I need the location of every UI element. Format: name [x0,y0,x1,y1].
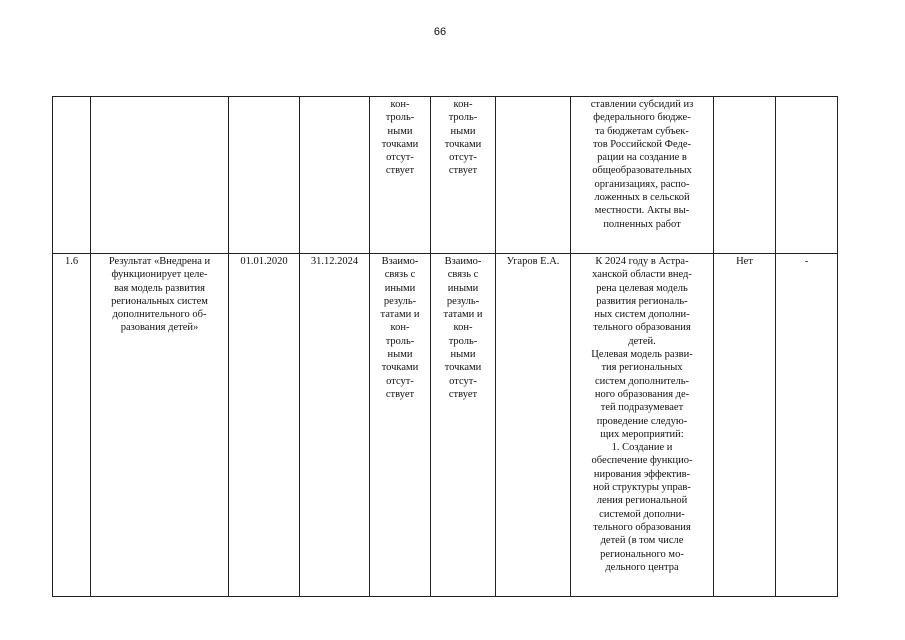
text-line: тельного образования [593,521,691,533]
text-line: ными [387,349,413,361]
cell-start-date [229,97,300,254]
text-line: татами и [443,309,483,321]
text-line: проведение следую- [596,415,688,427]
text-line: отсут- [449,152,477,164]
text-line: обеспечение функцио- [591,455,693,467]
cell-col-9: Нет [714,254,776,597]
text-line: точками [444,362,482,374]
cell-col-10 [776,97,838,254]
document-table [52,96,838,597]
text-line: татами и [380,309,420,321]
text-line: отсут- [386,152,414,164]
text-line: ханской области внед- [592,269,692,281]
cell-interrelation-2 [431,97,496,254]
text-line: ной структуры управ- [593,482,691,494]
text-line: ного образования де- [594,388,690,400]
text-line: рена целевая модель [596,282,688,294]
text-line: троль- [385,112,415,124]
text-line: точками [381,362,419,374]
text-line: рации на создание в [597,152,687,164]
text-line: систем дополнитель- [594,375,690,387]
text-line: та бюджетам субъек- [595,125,689,137]
cell-result-description [571,97,714,254]
text-line: нирования эффектив- [593,468,691,480]
text-line: функционирует целе- [111,269,208,281]
text-line: тельного образования [593,322,691,334]
text-line: кон- [390,322,410,334]
text-line: кон- [390,99,410,110]
text-line: отсут- [449,375,477,387]
text-line: разования детей» [120,322,199,334]
table-row-1-6 [53,254,838,597]
text-line: Результат «Внедрена и [108,256,211,267]
text-line: кон- [453,99,473,110]
cell-end-date: 31.12.2024 [300,254,370,597]
text-line: детей (в том числе [600,535,684,547]
text-line: ставлении субсидий из [590,99,694,110]
cell-col-9 [714,97,776,254]
text-line: Взаимо- [444,256,482,267]
cell-interrelation-1 [370,254,431,597]
cell-number [53,97,91,254]
text-line: точками [444,138,482,150]
text-line: ными [387,125,413,137]
text-line: развития региональ- [596,295,688,307]
text-line: Целевая модель разви- [591,349,693,361]
text-line: ложенных в сельской [594,192,690,204]
text-line: тов Российской Феде- [593,138,691,150]
text-line: региональных систем [111,295,208,307]
text-line: отсут- [386,375,414,387]
text-line: дельного центра [605,561,679,573]
text-line: вая модель развития [114,282,205,294]
text-line: ными [450,349,476,361]
cell-name [91,254,229,597]
text-line: резуль- [446,295,480,307]
text-line: ления региональной [596,495,688,507]
cell-result-description [571,254,714,597]
text-line: точками [381,138,419,150]
text-line: Взаимо- [381,256,419,267]
text-line: местности. Акты вы- [594,205,690,217]
text-line: связь с [384,269,416,281]
text-line: дополнительного об- [112,309,207,321]
cell-start-date: 01.01.2020 [229,254,300,597]
table-row-continuation [53,97,838,254]
cell-responsible [496,97,571,254]
cell-col-10: - [776,254,838,597]
text-line: ствует [385,165,415,177]
text-line: организациях, распо- [594,178,690,190]
text-line: иными [447,282,479,294]
text-line: троль- [448,335,478,347]
text-line: связь с [447,269,479,281]
text-line: ствует [448,165,478,177]
text-line: ствует [385,388,415,400]
text-line: ных систем дополни- [594,309,690,321]
text-line: ствует [448,388,478,400]
text-line: детей. [628,335,656,347]
text-line: тей подразумевает [600,402,684,414]
text-line: федерального бюдже- [593,112,691,124]
cell-number: 1.6 [53,254,91,597]
page-number: 66 [433,26,447,38]
text-line: системой дополни- [599,508,685,520]
text-line: тия региональных [601,362,683,374]
text-line: троль- [448,112,478,124]
text-line: общеобразовательных [592,165,692,177]
cell-name [91,97,229,254]
text-line: резуль- [383,295,417,307]
text-line: троль- [385,335,415,347]
text-line: ными [450,125,476,137]
cell-interrelation-2 [431,254,496,597]
cell-end-date [300,97,370,254]
text-line: 1. Создание и [611,442,673,454]
text-line: щих мероприятий: [600,428,684,440]
cell-responsible: Угаров Е.А. [496,254,571,597]
text-line: К 2024 году в Астра- [595,256,689,267]
text-line: регионального мо- [600,548,684,560]
text-line: иными [384,282,416,294]
text-line: кон- [453,322,473,334]
text-line: полненных работ [603,218,681,230]
cell-interrelation-1 [370,97,431,254]
